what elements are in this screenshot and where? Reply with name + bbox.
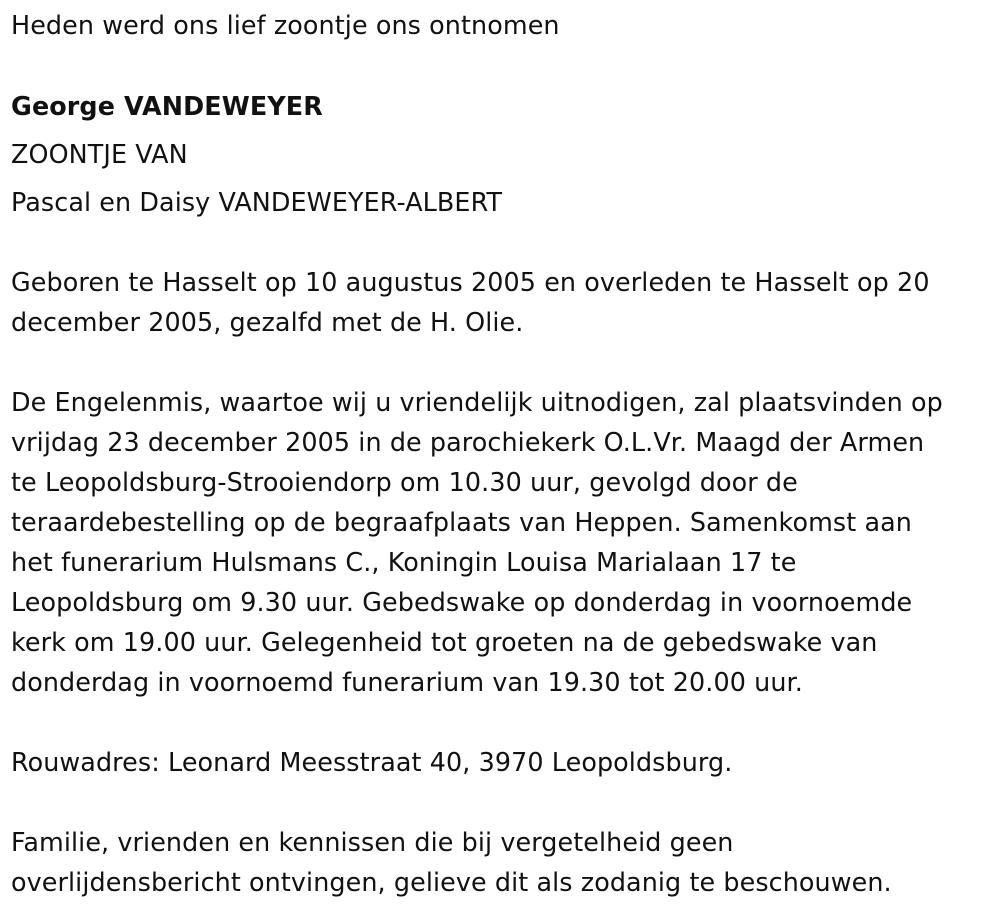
service-line: donderdag in voornoemd funerarium van 19.30 tot 20.00 uur. xyxy=(11,667,803,697)
service-line: te Leopoldsburg-Strooiendorp om 10.30 uur, gevolgd door de xyxy=(11,467,798,497)
service-line: het funerarium Hulsmans C., Koningin Louisa Marialaan 17 te xyxy=(11,547,797,577)
birth-death-line-1: Geboren te Hasselt op 10 augustus 2005 en overleden te Hasselt op 20 xyxy=(11,267,930,297)
service-line: teraardebestelling op de begraafplaats van Heppen. Samenkomst aan xyxy=(11,507,912,537)
relation-text: ZOONTJE VAN xyxy=(11,139,188,169)
service-line: De Engelenmis, waartoe wij u vriendelijk uitnodigen, zal plaatsvinden op xyxy=(11,387,943,417)
deceased-name: George VANDEWEYER xyxy=(11,91,323,121)
service-line: Leopoldsburg om 9.30 uur. Gebedswake op donderdag in voornoemde xyxy=(11,587,913,617)
service-line: vrijdag 23 december 2005 in de parochiekerk O.L.Vr. Maagd der Armen xyxy=(11,427,925,457)
closing-line: overlijdensbericht ontvingen, gelieve dit als zodanig te beschouwen. xyxy=(11,867,892,897)
parents-text: Pascal en Daisy VANDEWEYER-ALBERT xyxy=(11,187,503,217)
intro-text: Heden werd ons lief zoontje ons ontnomen xyxy=(11,10,560,40)
birth-death-full xyxy=(11,0,12,1)
birth-death-line-2: december 2005, gezalfd met de H. Olie. xyxy=(11,307,524,337)
closing-line: Familie, vrienden en kennissen die bij vergetelheid geen xyxy=(11,827,734,857)
service-line: kerk om 19.00 uur. Gelegenheid tot groeten na de gebedswake van xyxy=(11,627,878,657)
mourning-address: Rouwadres: Leonard Meesstraat 40, 3970 Leopoldsburg. xyxy=(11,747,733,777)
